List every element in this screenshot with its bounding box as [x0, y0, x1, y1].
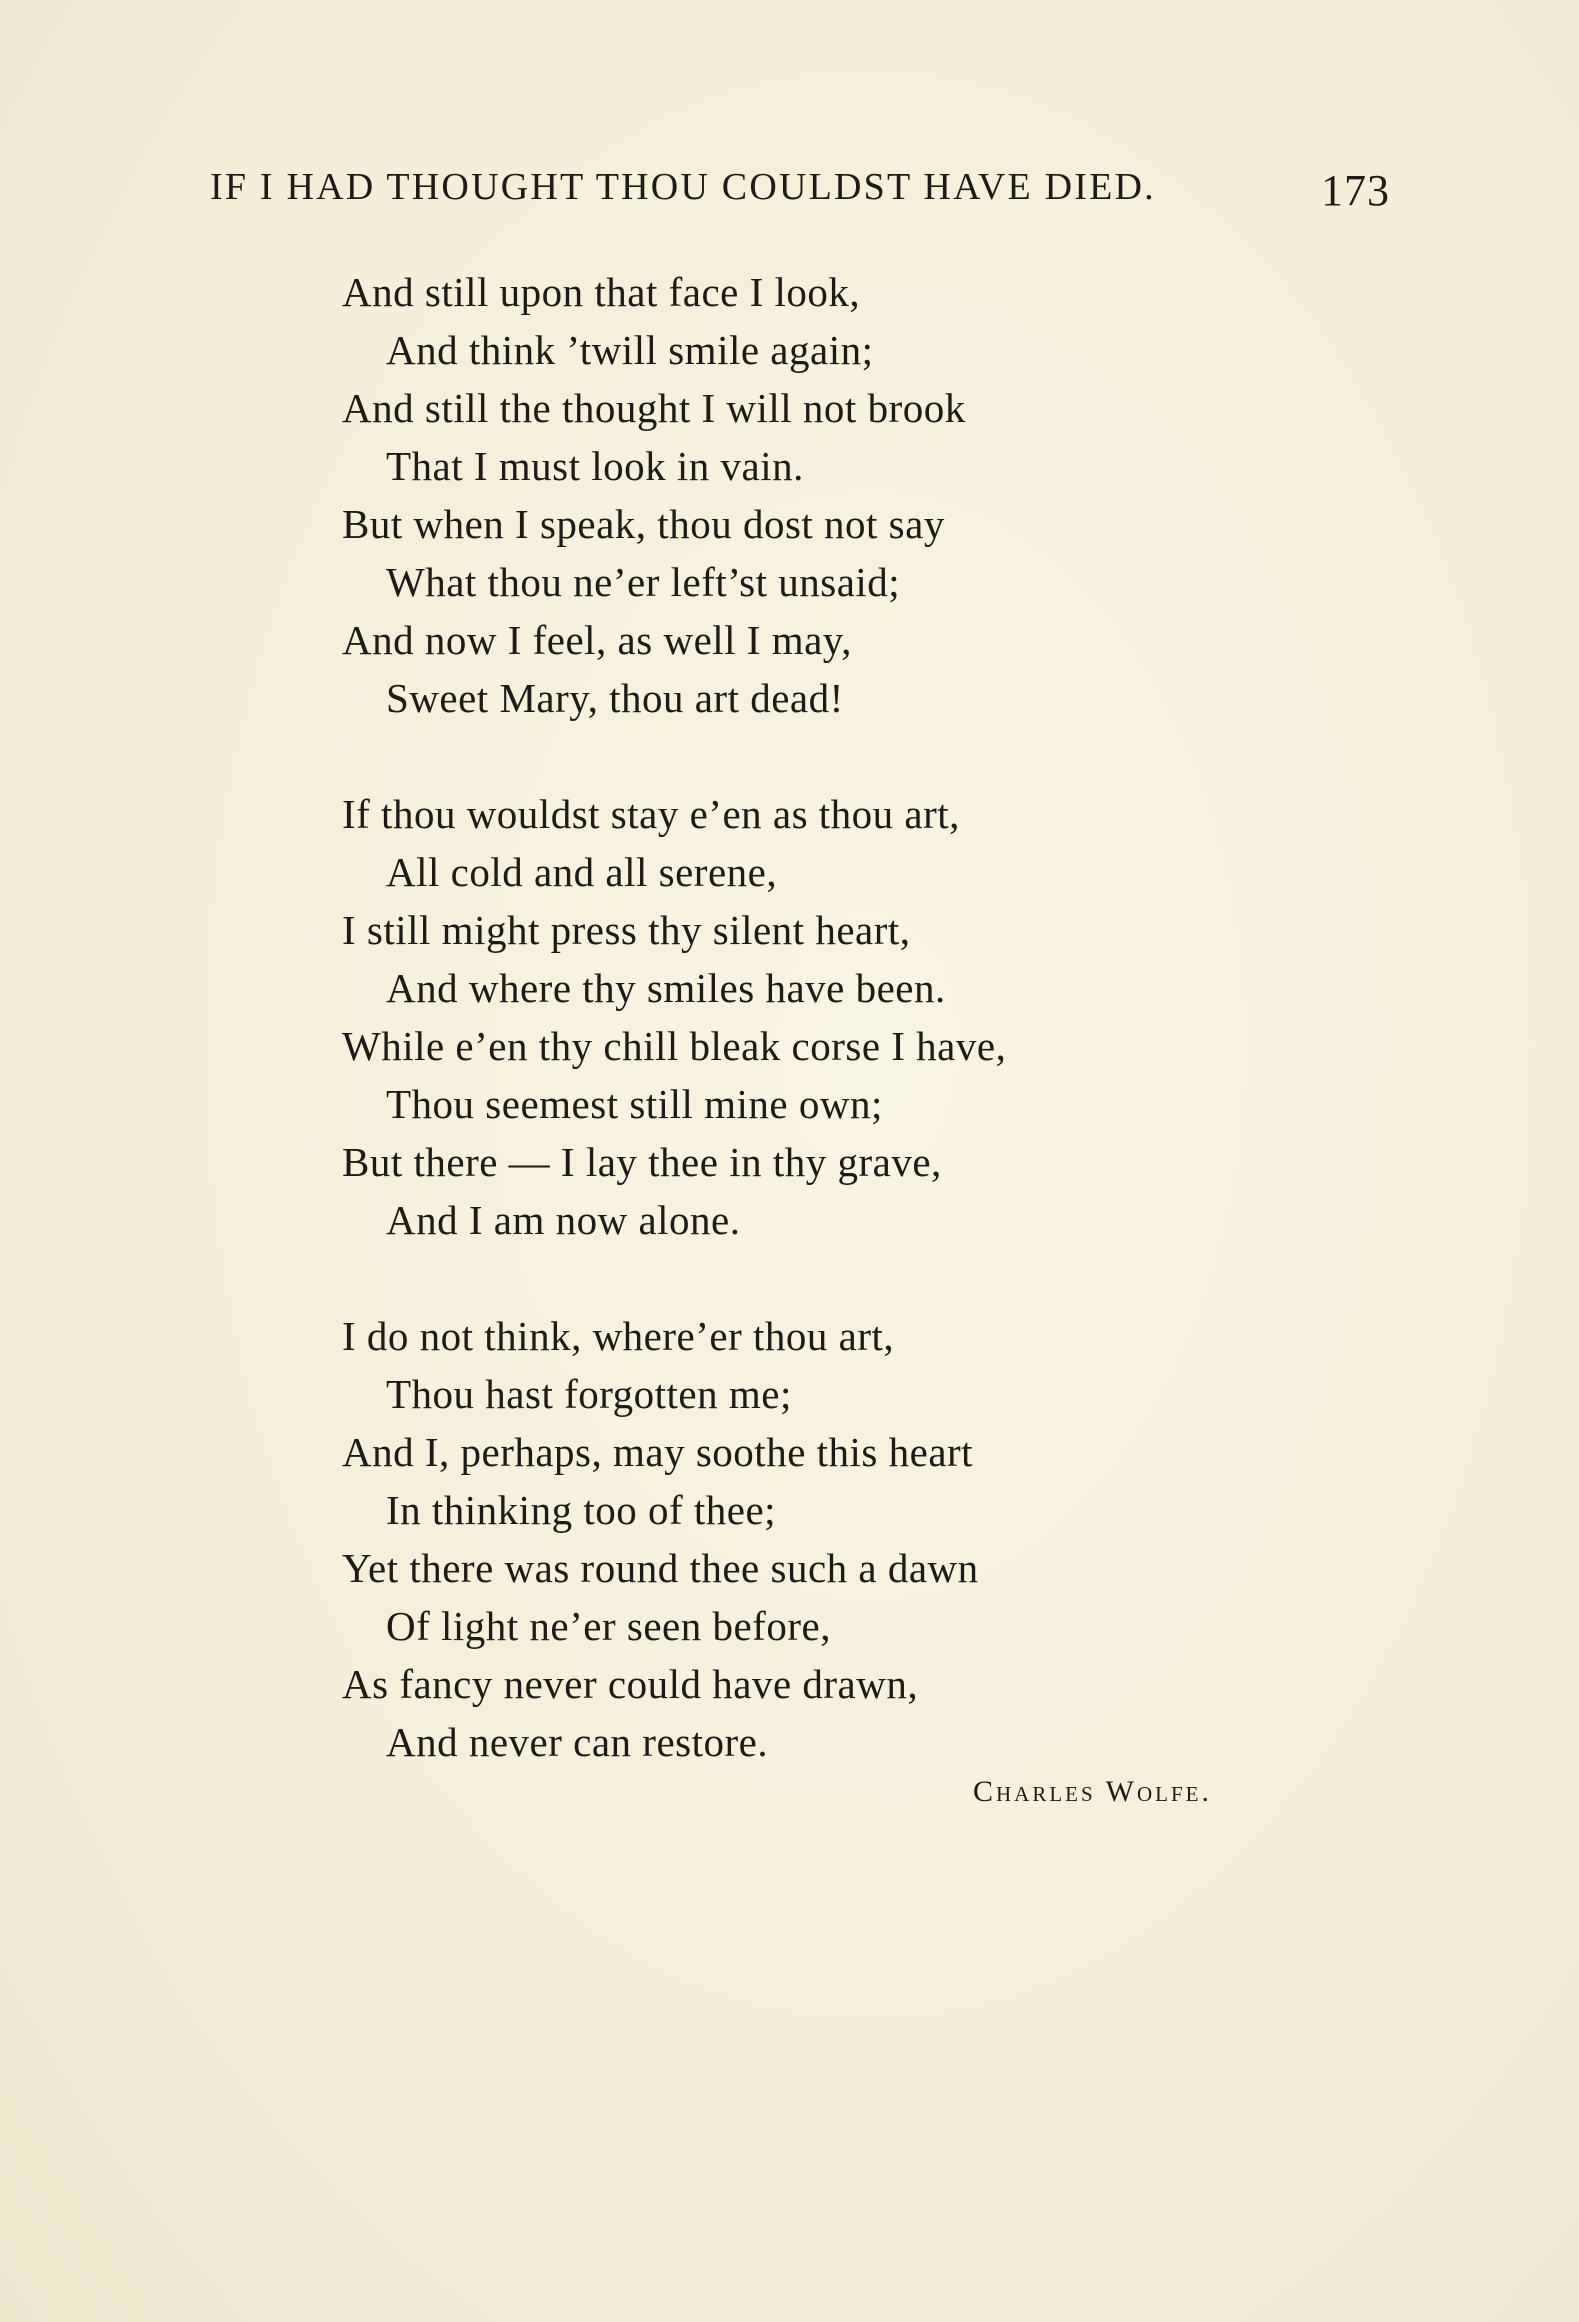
poem-line: I still might press thy silent heart,: [342, 907, 911, 953]
poem-line: Of light ne’er seen before,: [386, 1603, 831, 1649]
poem-line: That I must look in vain.: [386, 443, 804, 489]
running-head: [210, 165, 1390, 225]
poem-line: But when I speak, thou dost not say: [342, 501, 945, 547]
poem-line: While e’en thy chill bleak corse I have,: [342, 1023, 1007, 1069]
poem-line: I do not think, where’er thou art,: [342, 1313, 895, 1359]
stanza-1: [342, 263, 1242, 727]
poem-line: And now I feel, as well I may,: [342, 617, 852, 663]
poem-line: As fancy never could have drawn,: [342, 1661, 919, 1707]
poem-line: Sweet Mary, thou art dead!: [386, 675, 844, 721]
poem-line: But there — I lay thee in thy grave,: [342, 1139, 942, 1185]
poem-line: And still the thought I will not brook: [342, 385, 966, 431]
poem-line: And I am now alone.: [386, 1197, 741, 1243]
poem-line: All cold and all serene,: [386, 849, 778, 895]
poem-line: If thou wouldst stay e’en as thou art,: [342, 791, 960, 837]
author-signature: Charles Wolfe.: [973, 1775, 1212, 1808]
poem-line: In thinking too of thee;: [386, 1487, 777, 1533]
stanza-3: [342, 1307, 1242, 1771]
poem-line: Yet there was round thee such a dawn: [342, 1545, 979, 1591]
running-head-title: IF I HAD THOUGHT THOU COULDST HAVE DIED.: [210, 166, 1156, 208]
poem-line: And where thy smiles have been.: [386, 965, 946, 1011]
page-number: 173: [1321, 166, 1390, 215]
poem-line: And still upon that face I look,: [342, 269, 861, 315]
poem-line: What thou ne’er left’st unsaid;: [386, 559, 901, 605]
poem-line: And think ’twill smile again;: [386, 327, 874, 373]
poem-line: And never can restore.: [386, 1719, 769, 1765]
poem-line: Thou hast forgotten me;: [386, 1371, 792, 1417]
poem-body: [342, 263, 1242, 1829]
stanza-2: [342, 785, 1242, 1249]
poem-line: Thou seemest still mine own;: [386, 1081, 883, 1127]
poem-line: And I, perhaps, may soothe this heart: [342, 1429, 974, 1475]
